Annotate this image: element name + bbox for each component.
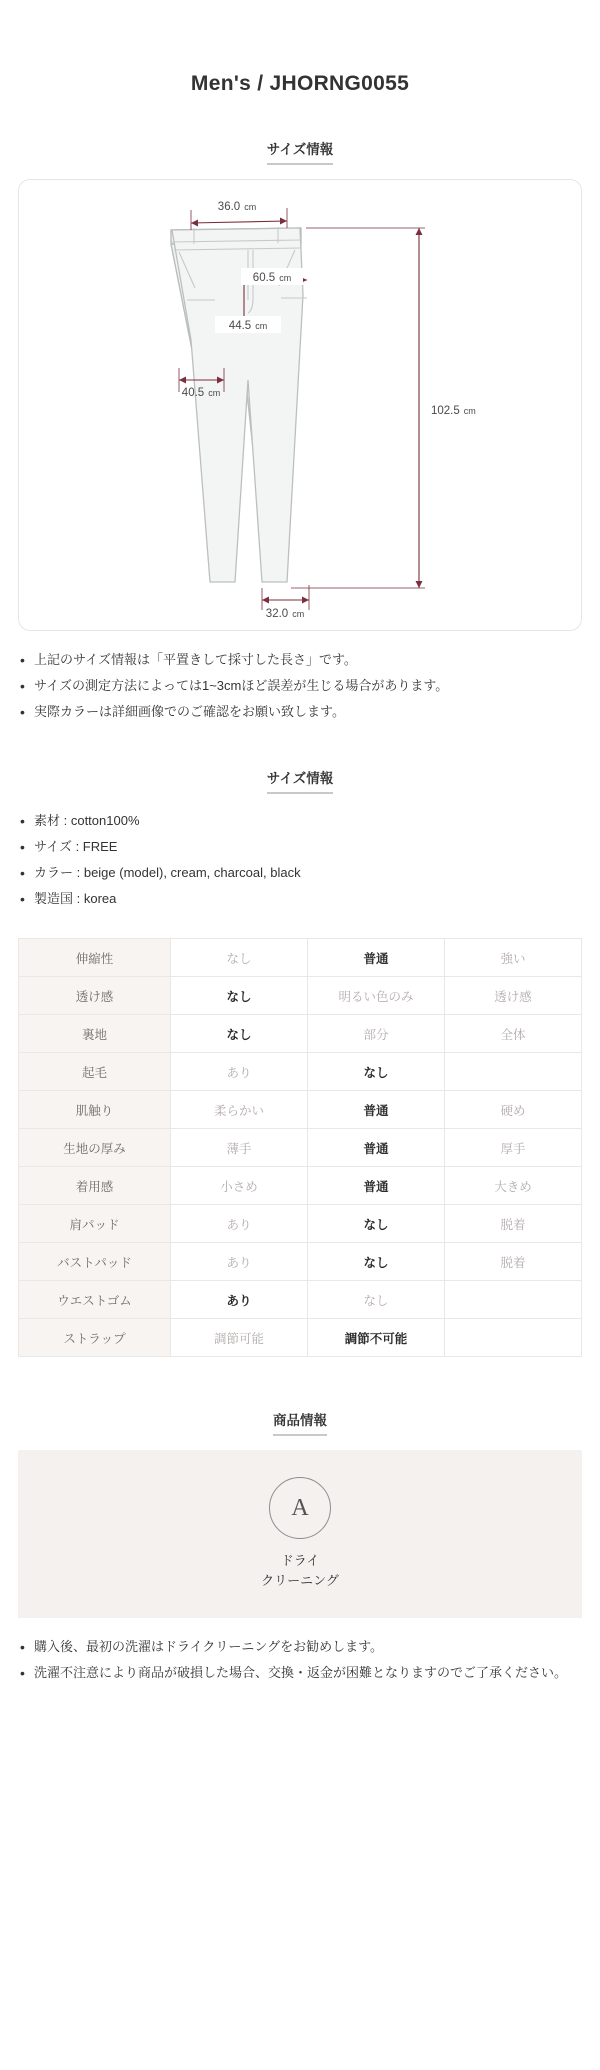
attr-option: 脱着	[444, 1243, 581, 1281]
attr-label: バストパッド	[19, 1243, 171, 1281]
attr-option: 普通	[308, 1129, 445, 1167]
table-row	[19, 1281, 582, 1319]
attr-option: なし	[308, 1281, 445, 1319]
spec-list	[0, 808, 600, 912]
attr-option	[444, 1281, 581, 1319]
table-row	[19, 1129, 582, 1167]
list-item: • サイズの測定方法によっては1~3cmほど誤差が生じる場合があります。	[34, 673, 574, 699]
section-heading-label: サイズ情報	[267, 767, 333, 794]
table-row	[19, 939, 582, 977]
section-heading-product-info	[0, 1409, 600, 1436]
attr-option: 柔らかい	[171, 1091, 308, 1129]
list-item: • 製造国 : korea	[34, 886, 574, 912]
section-heading-size-info	[0, 138, 600, 165]
attr-option: あり	[171, 1053, 308, 1091]
attr-option: 部分	[308, 1015, 445, 1053]
attr-option: 硬め	[444, 1091, 581, 1129]
attr-option: なし	[308, 1243, 445, 1281]
care-label-line2: クリーニング	[261, 1573, 339, 1588]
dimension-thigh-width: 40.5 cm	[181, 387, 221, 399]
attr-label: 透け感	[19, 977, 171, 1015]
attr-option: 全体	[444, 1015, 581, 1053]
size-notes-list	[0, 647, 600, 725]
list-item: • 実際カラーは詳細画像でのご確認をお願い致します。	[34, 699, 574, 725]
attr-option: なし	[171, 1015, 308, 1053]
dimension-hem-width: 32.0 cm	[265, 608, 305, 620]
attr-option: 大きめ	[444, 1167, 581, 1205]
table-row	[19, 1091, 582, 1129]
attr-option: あり	[171, 1205, 308, 1243]
attr-label: 伸縮性	[19, 939, 171, 977]
table-row	[19, 1243, 582, 1281]
table-row	[19, 1053, 582, 1091]
table-row	[19, 977, 582, 1015]
attr-option: 明るい色のみ	[308, 977, 445, 1015]
dimension-rise: 44.5 cm	[228, 320, 268, 332]
list-item: • 購入後、最初の洗濯はドライクリーニングをお勧めします。	[34, 1634, 574, 1660]
list-item: • 素材 : cotton100%	[34, 808, 574, 834]
attr-option: 普通	[308, 1091, 445, 1129]
attr-option: 小さめ	[171, 1167, 308, 1205]
attr-option: 普通	[308, 939, 445, 977]
attr-option: なし	[308, 1053, 445, 1091]
attr-option: あり	[171, 1243, 308, 1281]
attr-option: なし	[308, 1205, 445, 1243]
care-notes-list	[0, 1634, 600, 1686]
attr-option: 透け感	[444, 977, 581, 1015]
care-instruction-card	[18, 1450, 582, 1618]
dimension-total-length: 102.5 cm	[431, 405, 476, 417]
attr-option: 厚手	[444, 1129, 581, 1167]
dimension-waist-width: 36.0 cm	[217, 201, 257, 213]
bottom-spacer	[0, 1686, 600, 1726]
attr-option: 調節不可能	[308, 1319, 445, 1357]
attr-label: 肌触り	[19, 1091, 171, 1129]
list-item: • カラー : beige (model), cream, charcoal, black	[34, 860, 574, 886]
section-heading-label: サイズ情報	[267, 138, 333, 165]
attr-label: 起毛	[19, 1053, 171, 1091]
list-item: • サイズ : FREE	[34, 834, 574, 860]
page-title: Men's / JHORNG0055	[190, 72, 410, 95]
table-row	[19, 1015, 582, 1053]
section-heading-size-info-2	[0, 767, 600, 794]
table-row	[19, 1319, 582, 1357]
attr-label: 生地の厚み	[19, 1129, 171, 1167]
attr-label: 肩パッド	[19, 1205, 171, 1243]
attr-label: ストラップ	[19, 1319, 171, 1357]
list-item: • 洗濯不注意により商品が破損した場合、交換・返金が困難となりますのでご了承ください。	[34, 1660, 574, 1686]
attr-option: 薄手	[171, 1129, 308, 1167]
attr-option	[444, 1319, 581, 1357]
care-label-line1: ドライ	[280, 1553, 320, 1568]
table-row	[19, 1167, 582, 1205]
attr-label: 裏地	[19, 1015, 171, 1053]
attr-option: なし	[171, 977, 308, 1015]
dry-clean-icon-letter: A	[291, 1494, 309, 1521]
attr-label: ウエストゴム	[19, 1281, 171, 1319]
attr-option: 普通	[308, 1167, 445, 1205]
attr-option: なし	[171, 939, 308, 977]
table-row	[19, 1205, 582, 1243]
attribute-table	[18, 938, 582, 1357]
attr-option	[444, 1053, 581, 1091]
attr-label: 着用感	[19, 1167, 171, 1205]
attr-option: あり	[171, 1281, 308, 1319]
dry-clean-icon	[269, 1477, 331, 1539]
size-diagram-card	[18, 179, 582, 631]
attr-option: 調節可能	[171, 1319, 308, 1357]
section-heading-label: 商品情報	[273, 1409, 327, 1436]
attr-option: 強い	[444, 939, 581, 977]
care-label	[261, 1551, 339, 1591]
dimension-hip-width: 60.5 cm	[252, 272, 292, 284]
pants-measurement-diagram	[19, 180, 583, 630]
attr-option: 脱着	[444, 1205, 581, 1243]
list-item: • 上記のサイズ情報は「平置きして採寸した長さ」です。	[34, 647, 574, 673]
